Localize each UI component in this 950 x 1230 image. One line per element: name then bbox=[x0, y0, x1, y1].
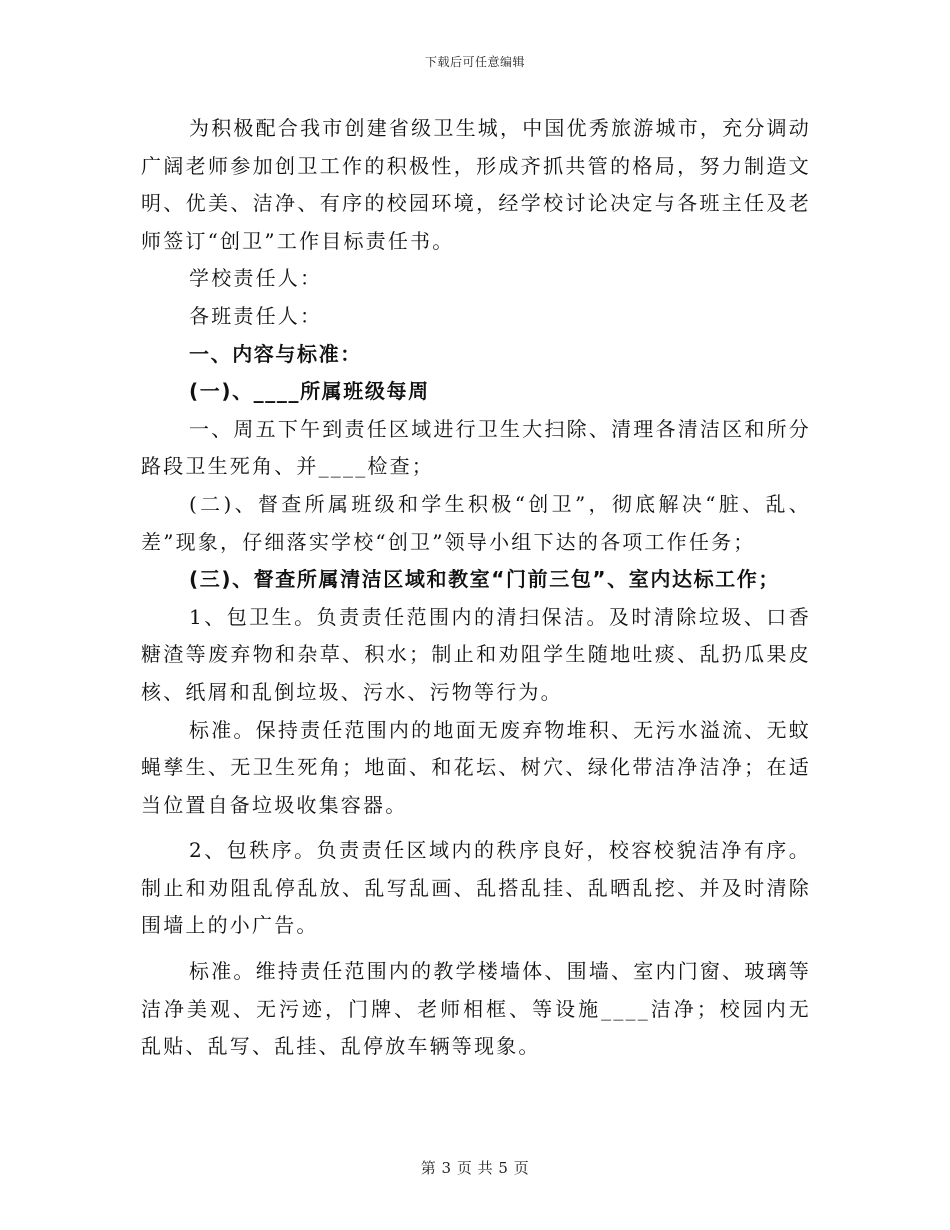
paragraph-hygiene-standard: 标准。保持责任范围内的地面无废弃物堆积、无污水溢流、无蚊蝇孳生、无卫生死角；地面、和花坛、树穴、绿化带洁净洁净；在适当位置自备垃圾收集容器。 bbox=[141, 717, 811, 817]
section-heading-content-standards: 一、内容与标准： bbox=[189, 341, 362, 366]
paragraph-order-standard: 标准。维持责任范围内的教学楼墙体、围墙、室内门窗、玻璃等洁净美观、无污迹，门牌、老师相框、等设施____洁净；校园内无乱贴、乱写、乱挂、乱停放车辆等现象。 bbox=[141, 959, 811, 1059]
paragraph-order-duty: 2、包秩序。负责责任区域内的秩序良好，校容校貌洁净有序。制止和劝阻乱停乱放、乱写乱画、乱搭乱挂、乱晒乱挖、并及时清除围墙上的小广告。 bbox=[141, 838, 811, 938]
subsection-heading-3: (三)、督查所属清洁区域和教室“门前三包”、室内达标工作； bbox=[189, 567, 780, 592]
document-body bbox=[141, 110, 811, 1066]
paragraph-weekly-cleaning: 一、周五下午到责任区域进行卫生大扫除、清理各清洁区和所分路段卫生死角、并____检查； bbox=[141, 416, 811, 479]
subsection-heading-1: (一)、____所属班级每周 bbox=[189, 379, 430, 404]
school-responsible-line: 学校责任人： bbox=[189, 266, 323, 291]
page-number-footer: 第 3 页 共 5 页 bbox=[420, 1159, 530, 1177]
intro-paragraph: 为积极配合我市创建省级卫生城，中国优秀旅游城市，充分调动广阔老师参加创卫工作的积极性，形成齐抓共管的格局，努力制造文明、优美、洁净、有序的校园环境，经学校讨论决定与各班主任及老师签订“创卫”工作目标责任书。 bbox=[141, 116, 811, 253]
paragraph-hygiene-duty: 1、包卫生。负责责任范围内的清扫保洁。及时清除垃圾、口香糖渣等废弃物和杂草、积水；制止和劝阻学生随地吐痰、乱扔瓜果皮核、纸屑和乱倒垃圾、污水、污物等行为。 bbox=[141, 604, 811, 704]
class-responsible-line: 各班责任人： bbox=[189, 303, 323, 328]
paragraph-supervise-class: (二)、督查所属班级和学生积极“创卫”，彻底解决“脏、乱、差”现象，仔细落实学校“创卫”领导小组下达的各项工作任务； bbox=[141, 491, 811, 554]
page-header-note: 下载后可任意编辑 bbox=[424, 55, 525, 69]
